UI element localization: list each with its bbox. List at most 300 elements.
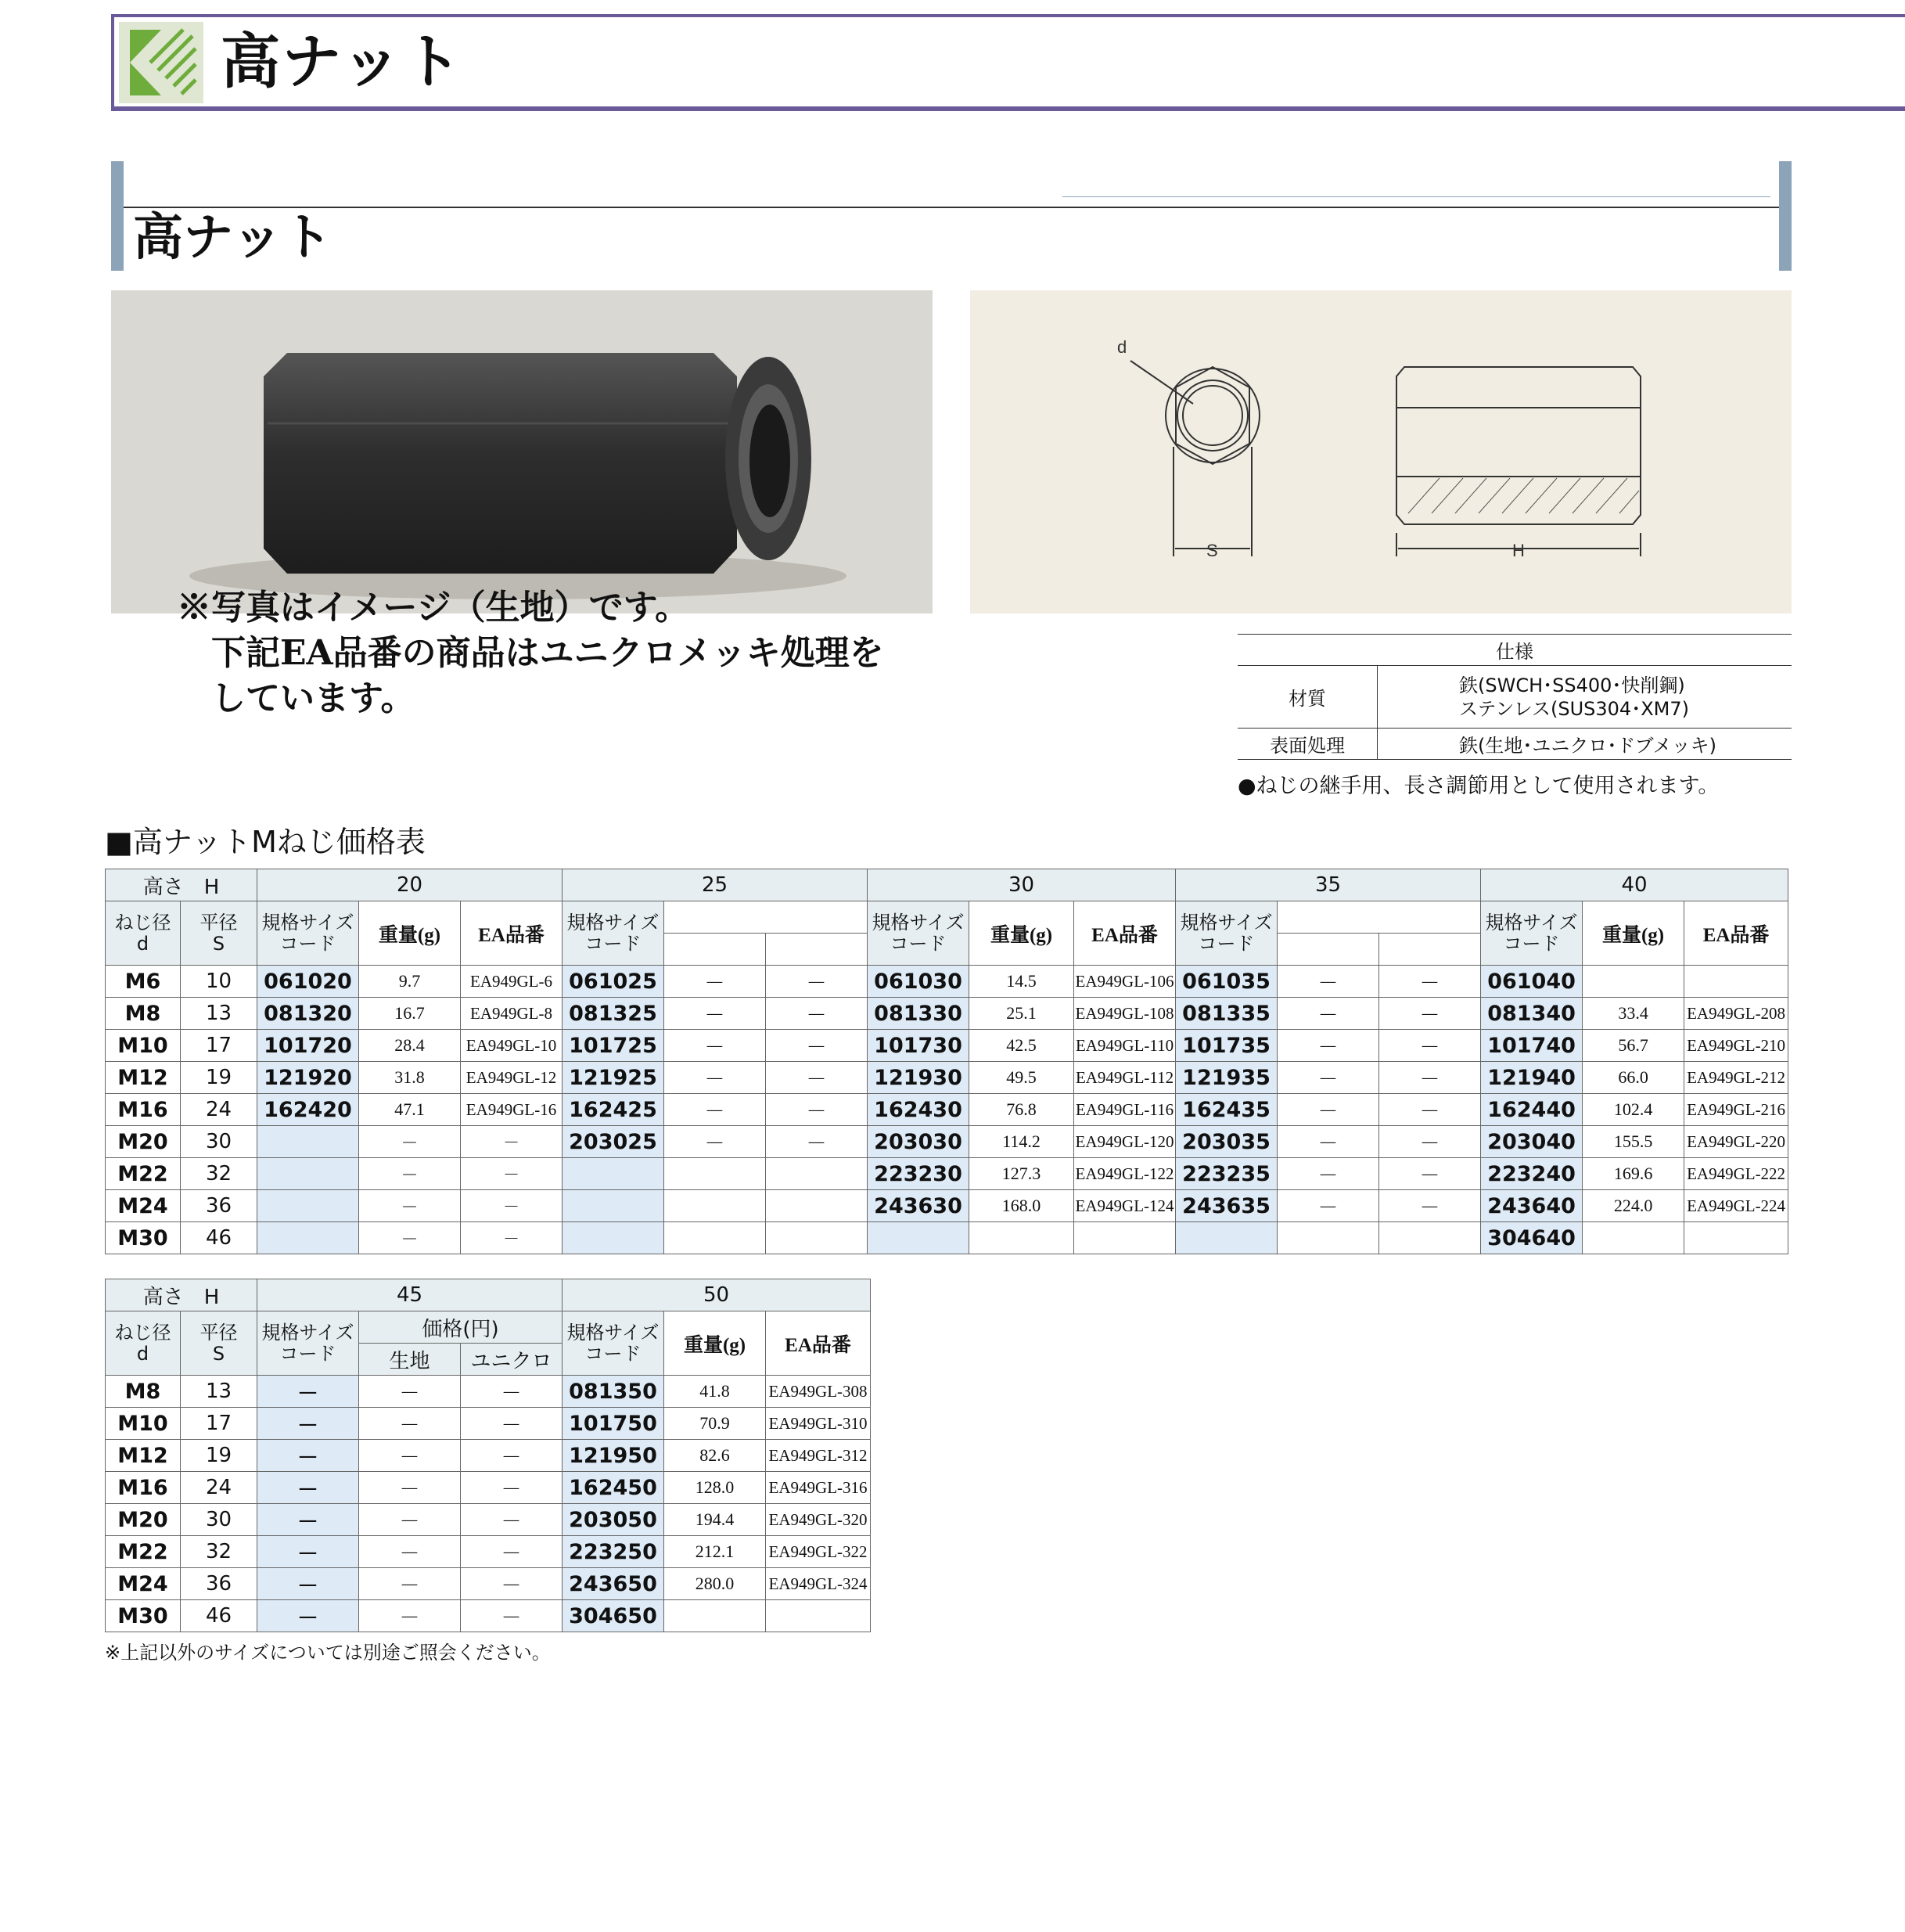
weight-cell: [1583, 966, 1684, 998]
code-cell: 101735: [1176, 1030, 1278, 1062]
code-cell: [257, 1222, 359, 1254]
weight-cell: 224.0: [1583, 1190, 1684, 1222]
value-cell: －: [664, 1126, 766, 1158]
ea-cell: EA949GL-16: [461, 1094, 563, 1126]
price-table-2: [105, 1279, 871, 1632]
uni-price-header: ユニクロ: [461, 1344, 563, 1376]
code-header: [1176, 901, 1278, 966]
blank-header: [1278, 901, 1481, 934]
height-label: 高さ H: [106, 1279, 257, 1311]
code-cell: 223230: [868, 1158, 969, 1190]
code-cell: [257, 1126, 359, 1158]
weight-cell: 42.5: [969, 1030, 1074, 1062]
code-cell: －: [257, 1568, 359, 1600]
value-cell: －: [1379, 1126, 1481, 1158]
ea-cell: EA949GL-312: [766, 1440, 871, 1472]
weight-cell: 280.0: [664, 1568, 766, 1600]
code-cell: [563, 1158, 664, 1190]
value-cell: －: [766, 998, 868, 1030]
code-cell: 081325: [563, 998, 664, 1030]
weight-cell: 127.3: [969, 1158, 1074, 1190]
width-cell: 19: [181, 1440, 257, 1472]
code-cell: 243650: [563, 1568, 664, 1600]
spec-value: 鉄(生地･ユニクロ･ドブメッキ): [1378, 729, 1792, 760]
weight-cell: 102.4: [1583, 1094, 1684, 1126]
width-cell: 30: [181, 1504, 257, 1536]
value-cell: －: [1278, 1062, 1379, 1094]
weight-cell: 33.4: [1583, 998, 1684, 1030]
height-label: 高さ H: [106, 869, 257, 901]
value-cell: －: [1379, 1094, 1481, 1126]
ea-cell: EA949GL-116: [1074, 1094, 1176, 1126]
thread-size-cell: M10: [106, 1408, 181, 1440]
header-line: コード: [584, 1342, 642, 1365]
thread-header: [106, 1311, 181, 1376]
value-cell: －: [664, 966, 766, 998]
product-photo: [111, 290, 933, 613]
footnote: ※上記以外のサイズについては別途ご照会ください。: [105, 1642, 551, 1664]
table-row: [106, 1222, 1788, 1254]
weight-cell: 212.1: [664, 1536, 766, 1568]
weight-cell: 155.5: [1583, 1126, 1684, 1158]
spec-label: 材質: [1238, 666, 1378, 729]
ea-cell: －: [461, 1190, 563, 1222]
code-cell: 304640: [1481, 1222, 1583, 1254]
code-cell: 061025: [563, 966, 664, 998]
ea-cell: －: [461, 1126, 563, 1158]
ea-cell: EA949GL-216: [1684, 1094, 1788, 1126]
ea-cell: EA949GL-320: [766, 1504, 871, 1536]
header-line: ねじ径: [114, 1321, 171, 1344]
code-cell: 101730: [868, 1030, 969, 1062]
value-cell: [1278, 1222, 1379, 1254]
width-cell: 32: [181, 1158, 257, 1190]
value-cell: －: [664, 1030, 766, 1062]
code-cell: 203035: [1176, 1126, 1278, 1158]
thread-header: [106, 901, 181, 966]
weight-cell: 169.6: [1583, 1158, 1684, 1190]
width-cell: 32: [181, 1536, 257, 1568]
raw-price-cell: －: [359, 1536, 461, 1568]
ea-cell: EA949GL-8: [461, 998, 563, 1030]
thread-size-cell: M22: [106, 1536, 181, 1568]
code-cell: 101725: [563, 1030, 664, 1062]
width-header: [181, 1311, 257, 1376]
ea-cell: EA949GL-6: [461, 966, 563, 998]
table-row: [106, 1094, 1788, 1126]
thread-size-cell: M20: [106, 1504, 181, 1536]
uni-price-cell: －: [461, 1536, 563, 1568]
code-cell: 203050: [563, 1504, 664, 1536]
raw-price-cell: －: [359, 1376, 461, 1408]
table-row: [106, 1504, 871, 1536]
price-header: 価格(円): [359, 1311, 563, 1344]
ea-cell: [766, 1600, 871, 1632]
width-cell: 24: [181, 1472, 257, 1504]
weight-cell: 82.6: [664, 1440, 766, 1472]
blank-subheader: [664, 934, 766, 966]
weight-cell: [664, 1600, 766, 1632]
raw-price-cell: －: [359, 1600, 461, 1632]
code-cell: －: [257, 1376, 359, 1408]
ea-header: EA品番: [766, 1311, 871, 1376]
thread-size-cell: M10: [106, 1030, 181, 1062]
value-cell: －: [766, 1062, 868, 1094]
code-cell: [868, 1222, 969, 1254]
uni-price-cell: －: [461, 1568, 563, 1600]
ea-cell: EA949GL-110: [1074, 1030, 1176, 1062]
ea-cell: EA949GL-308: [766, 1376, 871, 1408]
table-row: [106, 966, 1788, 998]
code-cell: 121950: [563, 1440, 664, 1472]
table-row: [106, 1126, 1788, 1158]
usage-note: ●ねじの継手用、長さ調節用として使用されます。: [1238, 774, 1720, 798]
weight-cell: 31.8: [359, 1062, 461, 1094]
table-row: [106, 1536, 871, 1568]
code-cell: 081320: [257, 998, 359, 1030]
spec-table: [1238, 634, 1792, 760]
photo-note: ※写真はイメージ（生地）です。 下記EA品番の商品はユニクロメッキ処理を しています。: [177, 588, 884, 718]
weight-cell: 114.2: [969, 1126, 1074, 1158]
weight-header: 重量(g): [359, 901, 461, 966]
raw-price-header: 生地: [359, 1344, 461, 1376]
uni-price-cell: －: [461, 1600, 563, 1632]
header-line: ねじ径: [114, 911, 171, 934]
dim-label-d: d: [1117, 337, 1127, 357]
blank-subheader: [1379, 934, 1481, 966]
value-cell: [664, 1190, 766, 1222]
code-header: [1481, 901, 1583, 966]
header-line: 規格サイズ: [261, 1321, 354, 1344]
weight-header: 重量(g): [969, 901, 1074, 966]
header-line: コード: [890, 932, 947, 955]
value-cell: －: [1379, 1062, 1481, 1094]
ea-cell: EA949GL-124: [1074, 1190, 1176, 1222]
thread-size-cell: M12: [106, 1062, 181, 1094]
header-line: 規格サイズ: [566, 1321, 660, 1344]
code-cell: 121930: [868, 1062, 969, 1094]
ea-cell: EA949GL-316: [766, 1472, 871, 1504]
height-header: 50: [563, 1279, 871, 1311]
dim-label-s: S: [1206, 541, 1218, 560]
header-line: 平径: [199, 1321, 238, 1344]
ea-cell: EA949GL-106: [1074, 966, 1176, 998]
value-cell: －: [664, 1094, 766, 1126]
value-cell: [766, 1158, 868, 1190]
table-row: [106, 1600, 871, 1632]
ea-cell: －: [461, 1158, 563, 1190]
blank-subheader: [766, 934, 868, 966]
value-cell: －: [766, 966, 868, 998]
code-cell: －: [257, 1408, 359, 1440]
weight-cell: －: [359, 1190, 461, 1222]
price-table-1-body: [106, 966, 1788, 1254]
uni-price-cell: －: [461, 1504, 563, 1536]
code-cell: 061035: [1176, 966, 1278, 998]
ea-cell: EA949GL-212: [1684, 1062, 1788, 1094]
weight-cell: 9.7: [359, 966, 461, 998]
value-cell: [766, 1190, 868, 1222]
spec-value: [1378, 666, 1792, 729]
code-cell: 223235: [1176, 1158, 1278, 1190]
code-cell: 081330: [868, 998, 969, 1030]
ea-cell: EA949GL-324: [766, 1568, 871, 1600]
value-cell: －: [766, 1094, 868, 1126]
ea-cell: EA949GL-322: [766, 1536, 871, 1568]
ea-cell: EA949GL-224: [1684, 1190, 1788, 1222]
code-cell: －: [257, 1472, 359, 1504]
header-line: S: [212, 932, 225, 955]
code-cell: 121940: [1481, 1062, 1583, 1094]
value-cell: －: [1379, 998, 1481, 1030]
weight-cell: －: [359, 1126, 461, 1158]
table-row: [106, 1062, 1788, 1094]
width-cell: 13: [181, 1376, 257, 1408]
code-header: [257, 1311, 359, 1376]
value-cell: －: [766, 1030, 868, 1062]
header-line: コード: [584, 932, 642, 955]
ea-cell: EA949GL-10: [461, 1030, 563, 1062]
code-cell: 203030: [868, 1126, 969, 1158]
code-cell: [257, 1190, 359, 1222]
value-cell: －: [1278, 1030, 1379, 1062]
code-cell: 223240: [1481, 1158, 1583, 1190]
code-cell: [563, 1190, 664, 1222]
code-cell: 243635: [1176, 1190, 1278, 1222]
value-cell: －: [1278, 1158, 1379, 1190]
value-cell: －: [1278, 966, 1379, 998]
raw-price-cell: －: [359, 1568, 461, 1600]
ea-header: EA品番: [1684, 901, 1788, 966]
header-line: 平径: [199, 911, 238, 934]
width-cell: 46: [181, 1600, 257, 1632]
weight-cell: 49.5: [969, 1062, 1074, 1094]
raw-price-cell: －: [359, 1408, 461, 1440]
height-header: 30: [868, 869, 1176, 901]
section-bar-left: [111, 161, 124, 271]
width-cell: 36: [181, 1568, 257, 1600]
weight-cell: －: [359, 1158, 461, 1190]
table-row: [106, 1568, 871, 1600]
weight-cell: [1583, 1222, 1684, 1254]
code-cell: 101740: [1481, 1030, 1583, 1062]
code-header: [868, 901, 969, 966]
code-cell: 101720: [257, 1030, 359, 1062]
height-header: 25: [563, 869, 868, 901]
code-cell: 162420: [257, 1094, 359, 1126]
code-cell: [1176, 1222, 1278, 1254]
ea-cell: EA949GL-222: [1684, 1158, 1788, 1190]
weight-header: 重量(g): [1583, 901, 1684, 966]
thread-size-cell: M8: [106, 998, 181, 1030]
ea-cell: [1684, 1222, 1788, 1254]
price-table-2-body: [106, 1376, 871, 1632]
table-row: [106, 1440, 871, 1472]
value-cell: －: [1278, 1190, 1379, 1222]
uni-price-cell: －: [461, 1472, 563, 1504]
value-cell: [664, 1158, 766, 1190]
weight-cell: 168.0: [969, 1190, 1074, 1222]
ea-cell: EA949GL-208: [1684, 998, 1788, 1030]
code-cell: 081335: [1176, 998, 1278, 1030]
weight-cell: 70.9: [664, 1408, 766, 1440]
thread-size-cell: M24: [106, 1190, 181, 1222]
header-line: コード: [279, 932, 336, 955]
code-cell: 162440: [1481, 1094, 1583, 1126]
weight-cell: 47.1: [359, 1094, 461, 1126]
code-cell: －: [257, 1600, 359, 1632]
blank-header: [664, 901, 868, 934]
code-cell: [257, 1158, 359, 1190]
uni-price-cell: －: [461, 1408, 563, 1440]
value-cell: －: [766, 1126, 868, 1158]
value-cell: [1379, 1222, 1481, 1254]
header-line: 規格サイズ: [1485, 911, 1578, 934]
width-cell: 10: [181, 966, 257, 998]
weight-cell: 128.0: [664, 1472, 766, 1504]
value-cell: －: [1379, 1158, 1481, 1190]
weight-cell: 25.1: [969, 998, 1074, 1030]
width-cell: 46: [181, 1222, 257, 1254]
spec-label: 表面処理: [1238, 729, 1378, 760]
code-cell: 203040: [1481, 1126, 1583, 1158]
ea-cell: [1074, 1222, 1176, 1254]
value-cell: －: [1278, 998, 1379, 1030]
code-cell: 243630: [868, 1190, 969, 1222]
thread-size-cell: M30: [106, 1222, 181, 1254]
brand-logo: [119, 22, 203, 103]
width-cell: 13: [181, 998, 257, 1030]
code-cell: 203025: [563, 1126, 664, 1158]
weight-cell: －: [359, 1222, 461, 1254]
thread-size-cell: M16: [106, 1472, 181, 1504]
thread-size-cell: M20: [106, 1126, 181, 1158]
weight-cell: 76.8: [969, 1094, 1074, 1126]
width-cell: 36: [181, 1190, 257, 1222]
ea-cell: EA949GL-122: [1074, 1158, 1176, 1190]
table-row: [106, 1190, 1788, 1222]
weight-cell: 56.7: [1583, 1030, 1684, 1062]
price-table-1: [105, 869, 1788, 1254]
uni-price-cell: －: [461, 1440, 563, 1472]
code-cell: 223250: [563, 1536, 664, 1568]
thread-size-cell: M8: [106, 1376, 181, 1408]
weight-cell: 28.4: [359, 1030, 461, 1062]
ea-cell: EA949GL-210: [1684, 1030, 1788, 1062]
code-cell: 162430: [868, 1094, 969, 1126]
value-cell: [766, 1222, 868, 1254]
code-cell: －: [257, 1440, 359, 1472]
section-bar-right: [1779, 161, 1792, 271]
width-cell: 17: [181, 1408, 257, 1440]
width-header: [181, 901, 257, 966]
code-header: [563, 901, 664, 966]
table-row: [106, 1030, 1788, 1062]
code-cell: 121920: [257, 1062, 359, 1094]
value-cell: －: [1278, 1126, 1379, 1158]
code-cell: 061040: [1481, 966, 1583, 998]
ea-cell: －: [461, 1222, 563, 1254]
code-cell: 081340: [1481, 998, 1583, 1030]
section-accent-line: [1062, 196, 1770, 197]
header-line: d: [136, 932, 149, 955]
code-cell: 243640: [1481, 1190, 1583, 1222]
raw-price-cell: －: [359, 1504, 461, 1536]
header-line: d: [136, 1342, 149, 1365]
code-header: [563, 1311, 664, 1376]
header-line: 規格サイズ: [261, 911, 354, 934]
code-cell: [563, 1222, 664, 1254]
code-cell: 162425: [563, 1094, 664, 1126]
spec-value-line: ステンレス(SUS304･XM7): [1459, 697, 1689, 720]
spec-value-line: 鉄(SWCH･SS400･快削鋼): [1459, 674, 1685, 696]
dim-label-h: H: [1512, 541, 1525, 560]
raw-price-cell: －: [359, 1472, 461, 1504]
table-row: [106, 1158, 1788, 1190]
value-cell: －: [664, 998, 766, 1030]
ea-header: EA品番: [461, 901, 563, 966]
value-cell: －: [1379, 1190, 1481, 1222]
height-header: 20: [257, 869, 563, 901]
code-cell: 061030: [868, 966, 969, 998]
value-cell: －: [1278, 1094, 1379, 1126]
ea-cell: EA949GL-108: [1074, 998, 1176, 1030]
thread-size-cell: M30: [106, 1600, 181, 1632]
technical-drawing: [970, 290, 1792, 613]
code-cell: －: [257, 1504, 359, 1536]
weight-cell: 41.8: [664, 1376, 766, 1408]
code-cell: 162450: [563, 1472, 664, 1504]
code-cell: 121925: [563, 1062, 664, 1094]
ea-cell: EA949GL-220: [1684, 1126, 1788, 1158]
weight-cell: 66.0: [1583, 1062, 1684, 1094]
code-cell: 101750: [563, 1408, 664, 1440]
blank-subheader: [1278, 934, 1379, 966]
value-cell: [664, 1222, 766, 1254]
table-row: [106, 1408, 871, 1440]
table-row: [106, 1376, 871, 1408]
code-cell: 061020: [257, 966, 359, 998]
code-cell: 081350: [563, 1376, 664, 1408]
code-cell: 304650: [563, 1600, 664, 1632]
header-line: S: [212, 1342, 225, 1365]
table-row: [106, 1472, 871, 1504]
height-header: 35: [1176, 869, 1481, 901]
thread-size-cell: M12: [106, 1440, 181, 1472]
header-line: コード: [1198, 932, 1255, 955]
thread-size-cell: M6: [106, 966, 181, 998]
header-line: 規格サイズ: [872, 911, 965, 934]
spec-title: 仕様: [1238, 635, 1792, 666]
weight-cell: [969, 1222, 1074, 1254]
uni-price-cell: －: [461, 1376, 563, 1408]
height-header: 40: [1481, 869, 1788, 901]
thread-size-cell: M22: [106, 1158, 181, 1190]
weight-header: 重量(g): [664, 1311, 766, 1376]
value-cell: －: [1379, 966, 1481, 998]
value-cell: －: [664, 1062, 766, 1094]
thread-size-cell: M16: [106, 1094, 181, 1126]
section-divider: [124, 207, 1779, 208]
header-line: コード: [279, 1342, 336, 1365]
ea-header: EA品番: [1074, 901, 1176, 966]
header-line: 規格サイズ: [566, 911, 660, 934]
ea-cell: EA949GL-12: [461, 1062, 563, 1094]
width-cell: 19: [181, 1062, 257, 1094]
weight-cell: 14.5: [969, 966, 1074, 998]
raw-price-cell: －: [359, 1440, 461, 1472]
price-table-heading: ■高ナットMねじ価格表: [105, 825, 426, 859]
